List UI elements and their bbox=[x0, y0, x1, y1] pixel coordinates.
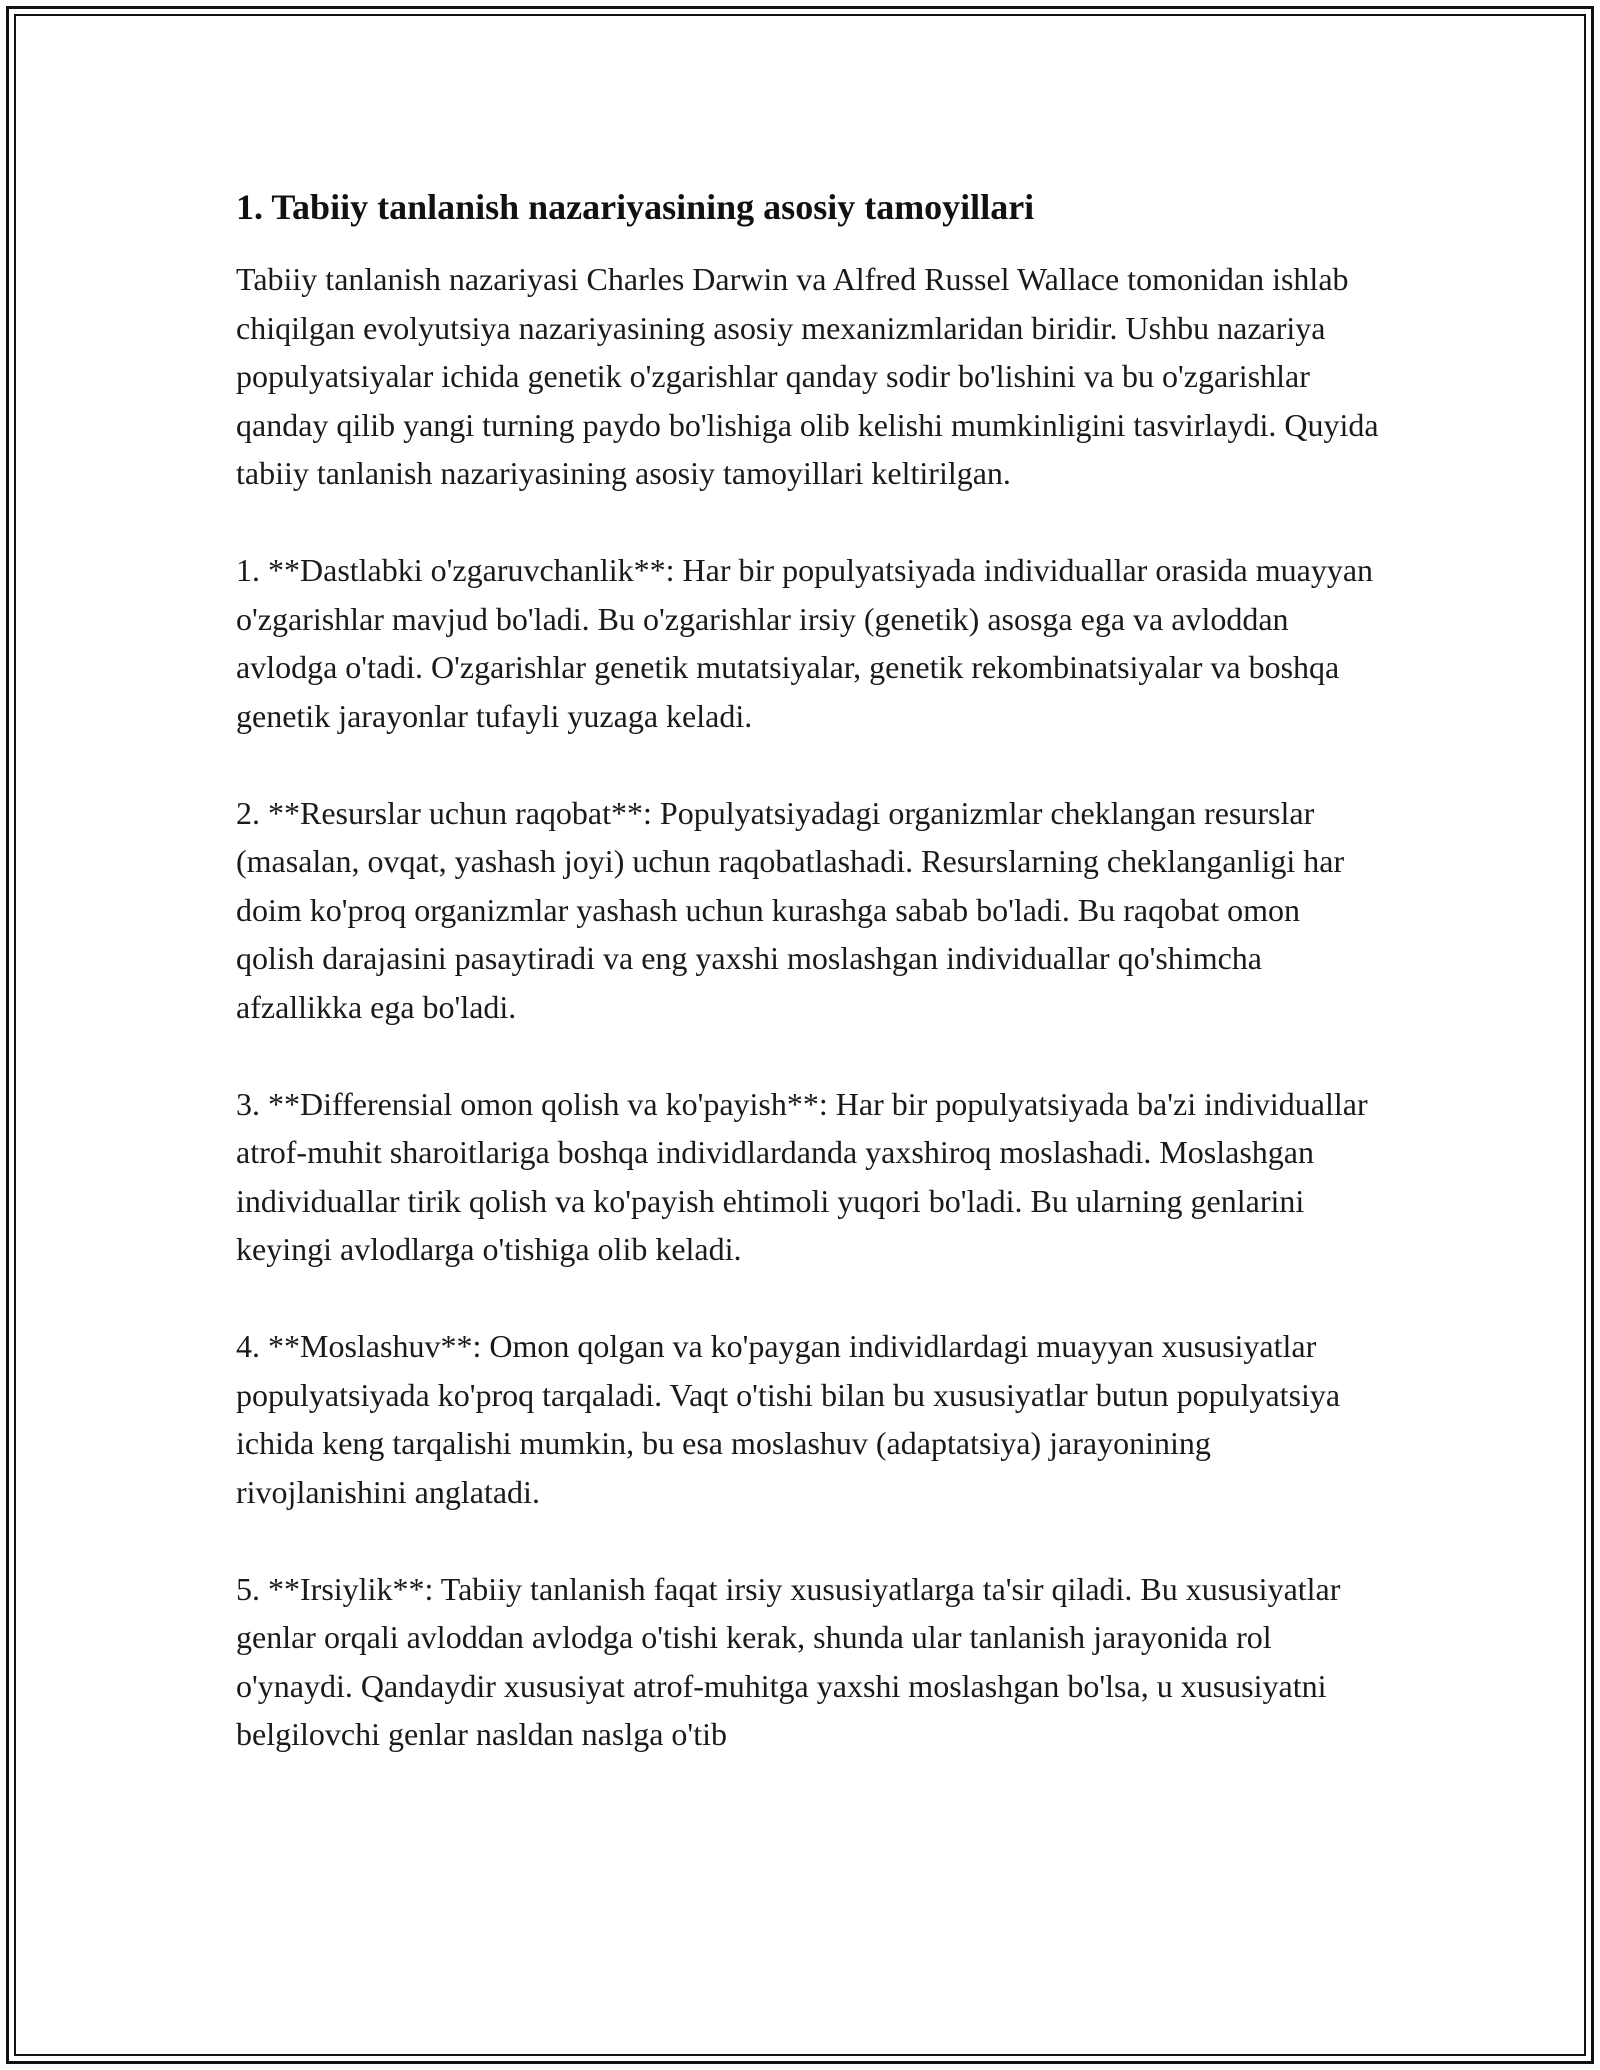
principle-differential-survival-paragraph: 3. **Differensial omon qolish va ko'payish**: Har bir populyatsiyada ba'zi individuallar atrof-muhit sharoitlariga boshqa individlardanda yaxshiroq moslashadi. Moslashgan individuallar tirik qolish va ko'payish ehtimoli yuqori bo'ladi. Bu ularning genlarini keyingi avlodlarga o'tishiga olib keladi. bbox=[236, 1085, 1368, 1267]
principle-heredity-paragraph: 5. **Irsiylik**: Tabiiy tanlanish faqat irsiy xususiyatlarga ta'sir qiladi. Bu xususiyatlar genlar orqali avloddan avlodga o'tishi kerak, shunda ular tanlanish jarayonida rol o'ynaydi. Qandaydir xususiyat atrof-muhitga yaxshi moslashgan bo'lsa, u xususiyatni belgilovchi genlar nasldan naslga o'tib bbox=[236, 1570, 1341, 1752]
principle-competition-paragraph: 2. **Resurslar uchun raqobat**: Populyatsiyadagi organizmlar cheklangan resurslar (masalan, ovqat, yashash joyi) uchun raqobatlashadi. Resurslarning cheklanganligi har doim ko'proq organizmlar yashash uchun kurashga sabab bo'ladi. Bu raqobat omon qolish darajasini pasaytiradi va eng yaxshi moslashgan individuallar qo'shimcha afzallikka ega bo'ladi. bbox=[236, 794, 1345, 1025]
principle-variation-paragraph: 1. **Dastlabki o'zgaruvchanlik**: Har bir populyatsiyada individuallar orasida muayyan o'zgarishlar mavjud bo'ladi. Bu o'zgarishlar irsiy (genetik) asosga ega va avloddan avlodga o'tadi. O'zgarishlar genetik mutatsiyalar, genetik rekombinatsiyalar va boshqa genetik jarayonlar tufayli yuzaga keladi. bbox=[236, 552, 1374, 734]
document-body bbox=[236, 185, 1386, 1807]
section-heading: 1. Tabiiy tanlanish nazariyasining asosiy tamoyillari bbox=[236, 187, 1035, 227]
intro-paragraph: Tabiiy tanlanish nazariyasi Charles Darwin va Alfred Russel Wallace tomonidan ishlab chiqilgan evolyutsiya nazariyasining asosiy mexanizmlaridan biridir. Ushbu nazariya populyatsiyalar ichida genetik o'zgarishlar qanday sodir bo'lishini va bu o'zgarishlar qanday qilib yangi turning paydo bo'lishiga olib kelishi mumkinligini tasvirlaydi. Quyida tabiiy tanlanish nazariyasining asosiy tamoyillari keltirilgan. bbox=[236, 261, 1379, 491]
principle-adaptation-paragraph: 4. **Moslashuv**: Omon qolgan va ko'paygan individlardagi muayyan xususiyatlar populyatsiyada ko'proq tarqaladi. Vaqt o'tishi bilan bu xususiyatlar butun populyatsiya ichida keng tarqalishi mumkin, bu esa moslashuv (adaptatsiya) jarayonining rivojlanishini anglatadi. bbox=[236, 1328, 1341, 1510]
